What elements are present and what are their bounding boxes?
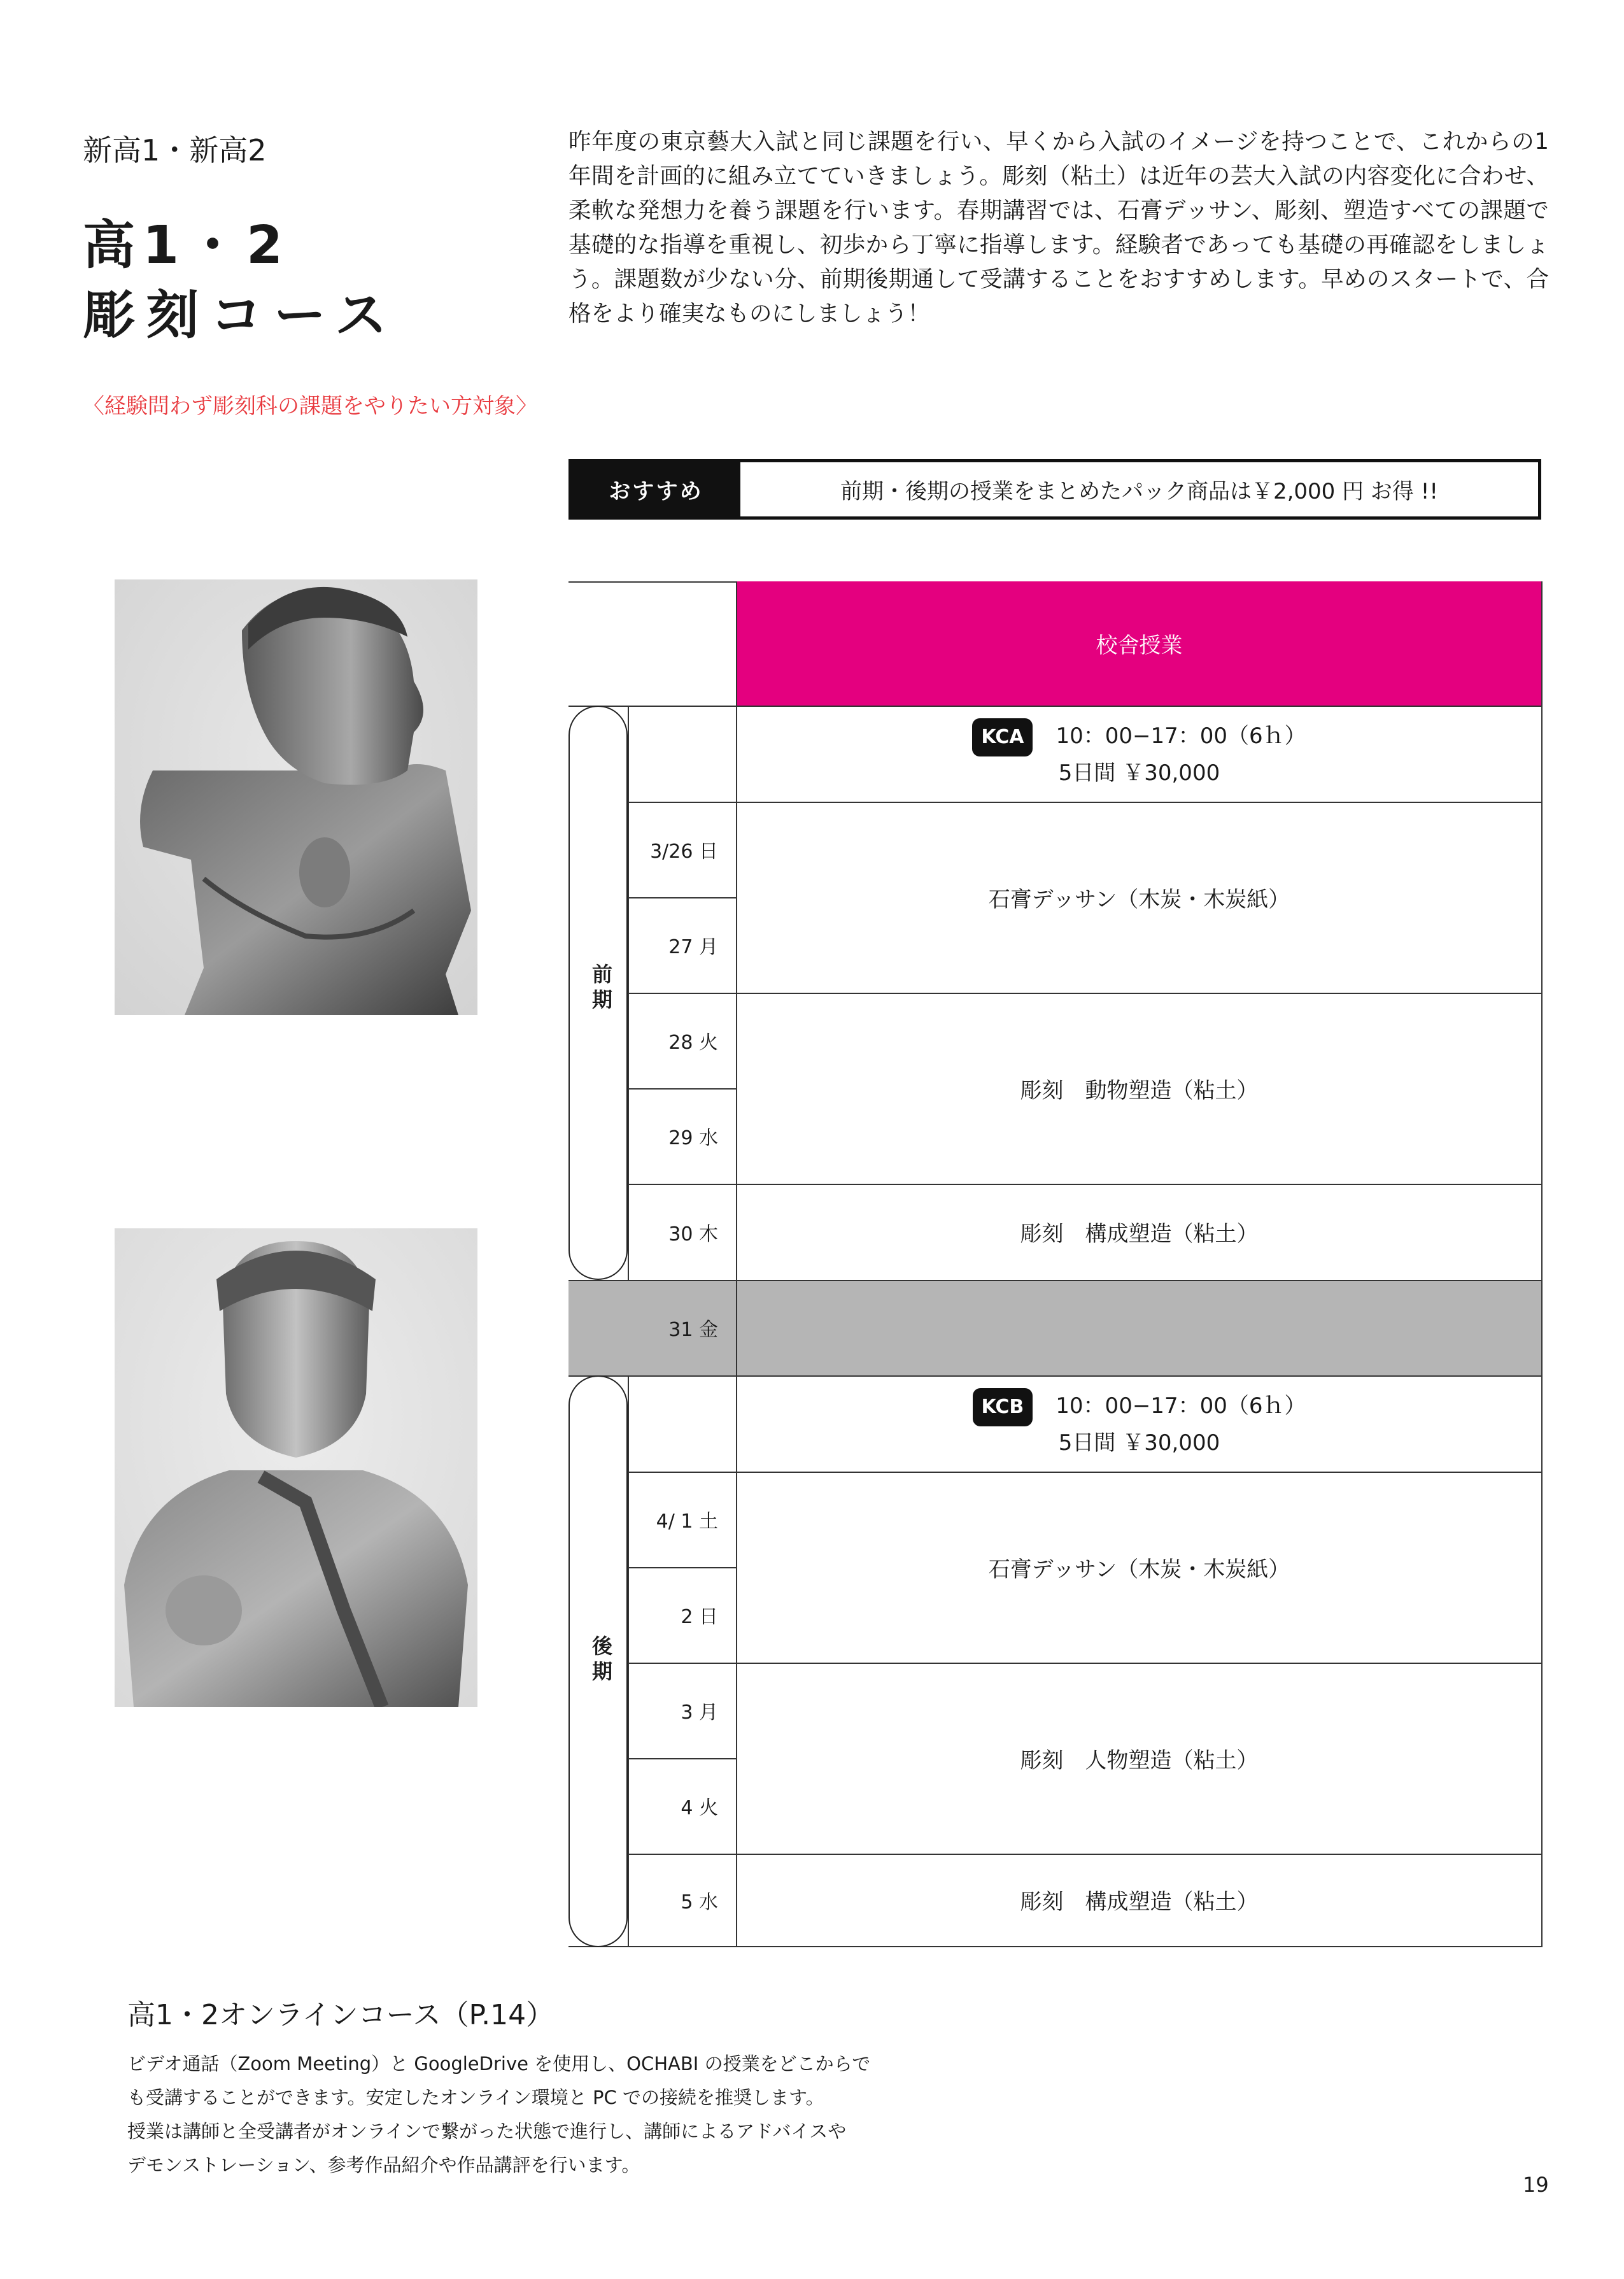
date-cell: 5 水 [681,1891,718,1913]
date-cell: 30 木 [668,1223,718,1246]
subject-cell: 石膏デッサン（木炭・木炭紙） [988,886,1290,912]
sculpture-drawing-1 [115,579,477,1015]
date-cell: 3/26 日 [650,841,718,863]
course-title-line1: 高1・2 [83,215,291,276]
online-line: ビデオ通話（Zoom Meeting）と GoogleDrive を使用し、OCHABI の授業をどこからで [127,2053,871,2075]
course-code-badge: KCA [972,718,1033,756]
grade-label: 新高1・新高2 [83,133,267,167]
date-cell: 28 火 [668,1032,718,1054]
subject-cell: 彫刻 動物塑造（粘土） [1020,1077,1259,1104]
sculpture-drawing-2 [115,1228,477,1707]
page-number: 19 [1523,2173,1549,2197]
recommend-bar [568,459,1541,520]
date-cell: 2 日 [681,1606,718,1628]
date-cell: 4/ 1 土 [656,1510,718,1533]
date-cell: 27 月 [668,936,718,958]
online-line: デモンストレーション、参考作品紹介や作品講評を行います。 [127,2154,640,2176]
second-period-label: 後期 [589,1635,613,1686]
closed-date-cell: 31 金 [668,1319,718,1341]
schedule-table [568,581,1543,1947]
online-course-description [127,2047,891,2182]
schedule-header: 校舎授業 [736,581,1543,706]
recommend-label: おすすめ [572,462,740,516]
course-code-badge: KCB [973,1388,1033,1426]
date-cell: 4 火 [681,1797,718,1819]
date-cell: 3 月 [681,1701,718,1724]
subject-cell: 彫刻 構成塑造（粘土） [1020,1889,1259,1915]
date-cell: 29 水 [668,1127,718,1149]
course-info-kca [736,706,1543,802]
online-line: も受講することができます。安定したオンライン環境と PC での接続を推奨します。 [127,2087,824,2108]
subject-cell: 彫刻 人物塑造（粘土） [1020,1747,1259,1773]
intro-paragraph: 昨年度の東京藝大入試と同じ課題を行い、早くから入試のイメージを持つことで、これからの1年間を計画的に組み立てていきましょう。彫刻（粘土）は近年の芸大入試の内容変化に合わせ、柔軟な発想力を養う課題を行います。春期講習では、石膏デッサン、彫刻、塑造すべての課題で基礎的な指導を重視し、初歩から丁寧に指導します。経験者であっても基礎の再確認をしましょう。課題数が少ない分、前期後期通して受講することをおすすめします。早めのスタートで、合格をより確実なものにしましょう！ [568,129,1549,327]
target-audience: 〈経験問わず彫刻科の課題をやりたい方対象〉 [83,394,537,419]
online-course-title: 高1・2オンラインコース（P.14） [127,1999,554,2031]
course-time: 10：00−17：00（6ｈ） [1056,723,1306,749]
online-line: 授業は講師と全受講者がオンラインで繋がった状態で進行し、講師によるアドバイスや [127,2120,847,2142]
subject-cell: 石膏デッサン（木炭・木炭紙） [988,1556,1290,1582]
course-time: 10：00−17：00（6ｈ） [1056,1393,1306,1419]
course-title-line2: 彫刻コース [83,285,399,346]
subject-cell: 彫刻 構成塑造（粘土） [1020,1221,1259,1247]
first-period-label: 前期 [589,963,613,1014]
course-price: 5日間 ￥30,000 [1058,1430,1220,1456]
course-info-kcb [736,1375,1543,1472]
recommend-text: 前期・後期の授業をまとめたパック商品は￥2,000 円 お得 !! [840,479,1439,504]
course-price: 5日間 ￥30,000 [1058,760,1220,786]
